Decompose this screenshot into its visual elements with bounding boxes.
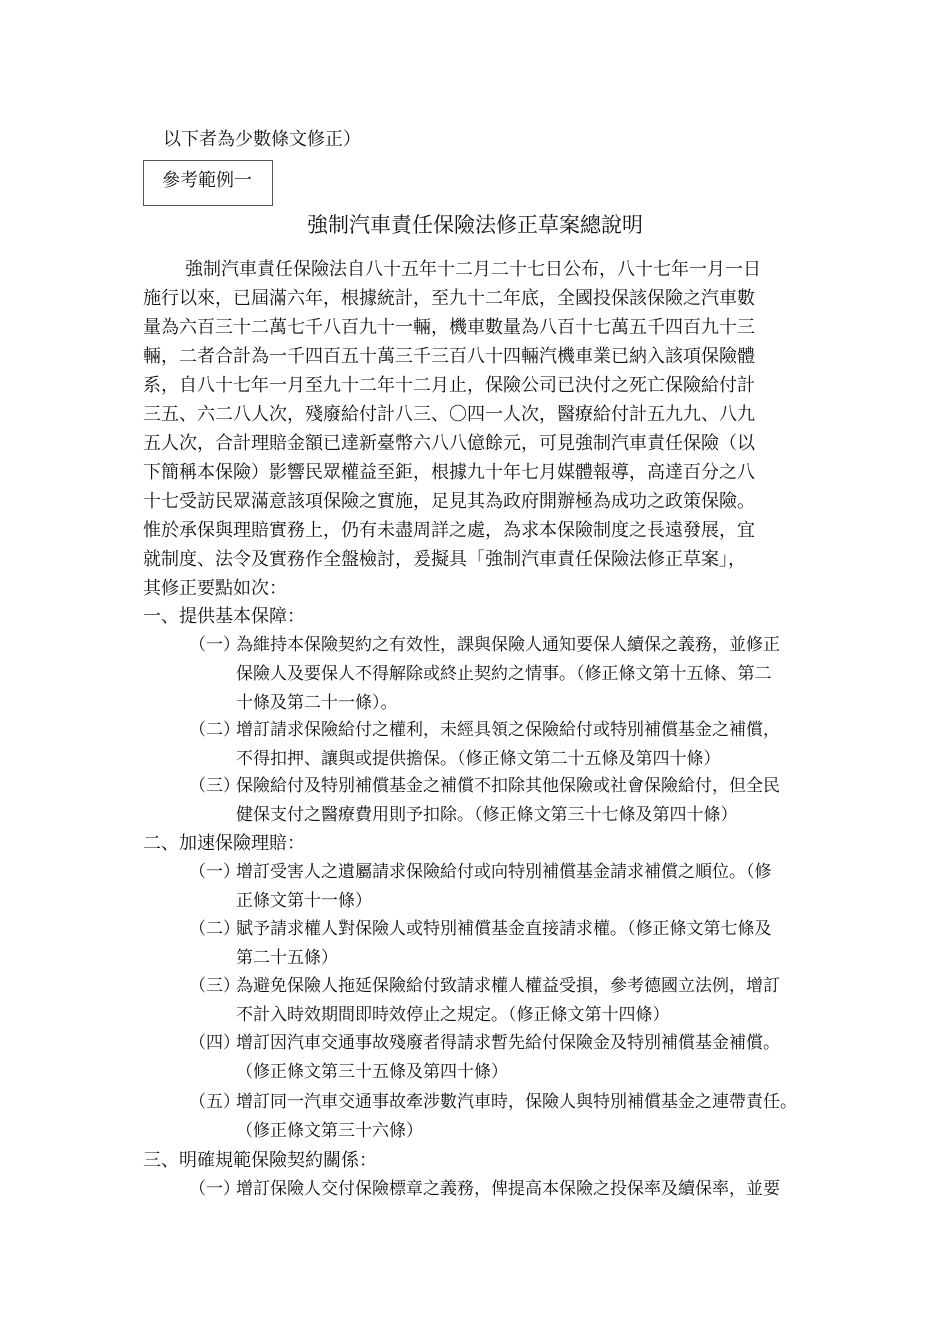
item-text: 增訂保險人交付保險標章之義務，俾提高本保險之投保率及續保率，並要 [236, 1179, 780, 1199]
item-text: 為避免保險人拖延保險給付致請求權人權益受損，參考德國立法例，增訂 [236, 976, 780, 996]
item-number: （三） [189, 776, 240, 796]
item-text: （修正條文第三十五條及第四十條） [236, 1062, 508, 1082]
item-text: 賦予請求權人對保險人或特別補償基金直接請求權。（修正條文第七條及 [236, 919, 772, 939]
item-text: 不得扣押、讓與或提供擔保。（修正條文第二十五條及第四十條） [236, 749, 721, 769]
section-heading: 二、加速保險理賠： [143, 833, 305, 854]
item-text: 健保支付之醫療費用則予扣除。（修正條文第三十七條及第四十條） [236, 805, 738, 825]
intro-paragraph [143, 255, 813, 603]
item-number: （二） [189, 919, 240, 939]
item-number: （三） [189, 976, 240, 996]
item-text: 不計入時效期間即時效停止之規定。（修正條文第十四條） [236, 1005, 670, 1025]
intro-line: 強制汽車責任保險法自八十五年十二月二十七日公布，八十七年一月一日 [185, 259, 761, 280]
item-text: 保險給付及特別補償基金之補償不扣除其他保險或社會保險給付，但全民 [236, 776, 780, 796]
item-number: （一） [189, 1179, 240, 1199]
item-text: 增訂請求保險給付之權利，未經具領之保險給付或特別補償基金之補償， [236, 720, 780, 740]
item-text: 增訂同一汽車交通事故牽涉數汽車時，保險人與特別補償基金之連帶責任。 [236, 1092, 797, 1112]
intro-line: 三五、六二八人次，殘廢給付計八三、〇四一人次，醫療給付計五九九、八九 [143, 404, 755, 425]
item-text: （修正條文第三十六條） [236, 1121, 423, 1141]
item-text: 十條及第二十一條）。 [236, 693, 398, 713]
list-item [189, 772, 780, 830]
list-item [189, 1088, 797, 1146]
section-heading: 三、明確規範保險契約關係： [143, 1150, 377, 1171]
item-text: 第二十五條） [236, 948, 338, 968]
intro-line: 惟於承保與理賠實務上，仍有未盡周詳之處，為求本保險制度之長遠發展，宜 [143, 520, 755, 541]
list-item [189, 1175, 780, 1204]
intro-line: 下簡稱本保險）影響民眾權益至鉅，根據九十年七月媒體報導，高達百分之八 [143, 462, 755, 483]
list-item [189, 631, 780, 718]
item-text: 為維持本保險契約之有效性，課與保險人通知要保人續保之義務，並修正 [236, 635, 780, 655]
item-number: （一） [189, 635, 240, 655]
item-text: 保險人及要保人不得解除或終止契約之情事。（修正條文第十五條、第二 [236, 664, 772, 684]
intro-line: 系，自八十七年一月至九十二年十二月止，保險公司已決付之死亡保險給付計 [143, 375, 755, 396]
document-title: 強制汽車責任保險法修正草案總說明 [307, 213, 643, 237]
item-text: 正條文第十一條） [236, 891, 372, 911]
section-heading: 一、提供基本保障： [143, 606, 305, 627]
intro-line: 量為六百三十二萬七千八百九十一輛，機車數量為八百十七萬五千四百九十三 [143, 317, 755, 338]
header-note: 以下者為少數條文修正） [163, 129, 361, 150]
intro-line: 施行以來，已屆滿六年，根據統計，至九十二年底，全國投保該保險之汽車數 [143, 288, 755, 309]
intro-line: 其修正要點如次： [143, 578, 287, 599]
item-number: （一） [189, 862, 240, 882]
list-item [189, 716, 780, 774]
item-number: （四） [189, 1033, 240, 1053]
list-item [189, 858, 772, 916]
item-text: 增訂受害人之遺屬請求保險給付或向特別補償基金請求補償之順位。（修 [236, 862, 772, 882]
item-text: 增訂因汽車交通事故殘廢者得請求暫先給付保險金及特別補償基金補償。 [236, 1033, 780, 1053]
example-label-box: 參考範例一 [143, 160, 273, 206]
list-item [189, 1029, 780, 1087]
item-number: （二） [189, 720, 240, 740]
list-item [189, 915, 772, 973]
intro-line: 十七受訪民眾滿意該項保險之實施，足見其為政府開辦極為成功之政策保險。 [143, 491, 755, 512]
intro-line: 輛，二者合計為一千四百五十萬三千三百八十四輛汽機車業已納入該項保險體 [143, 346, 755, 367]
list-item [189, 972, 780, 1030]
item-number: （五） [189, 1092, 240, 1112]
intro-line: 五人次，合計理賠金額已達新臺幣六八八億餘元，可見強制汽車責任保險（以 [143, 433, 755, 454]
intro-line: 就制度、法令及實務作全盤檢討，爰擬具「強制汽車責任保險法修正草案」， [143, 549, 746, 570]
